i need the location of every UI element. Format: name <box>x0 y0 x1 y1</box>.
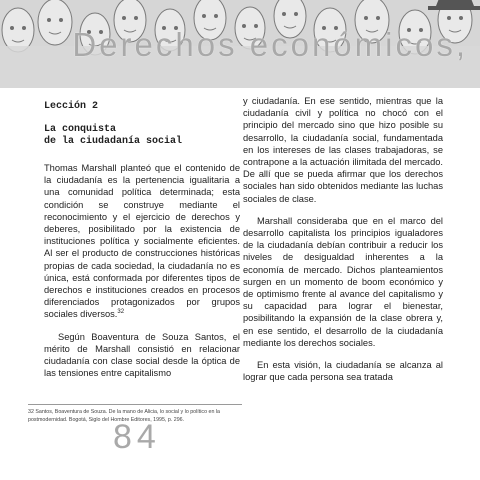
left-column <box>44 95 240 379</box>
footnote-divider <box>28 404 242 405</box>
paragraph-souza-santos: Según Boaventura de Souza Santos, el mérito de Marshall consistió en relacionar ciudadanía con clase social desde la óptica de las tensiones entre capitalismo <box>44 331 240 379</box>
section-title-line-1: La conquista <box>44 124 117 135</box>
footnote: 32 Santos, Boaventura de Souza. De la mano de Alicia, lo social y lo político en la postmodernidad. Bogotá, Siglo del Hombre Editores, 1995, p. 296. <box>28 409 220 423</box>
page-number: 84 <box>113 418 161 456</box>
paragraph-esta-vision: En esta visión, la ciudadanía se alcanza al lograr que cada persona sea tratada <box>243 360 443 383</box>
footnote-reference[interactable]: 32 <box>117 309 125 316</box>
section-title-line-2: de la ciudadanía social <box>44 136 183 147</box>
section-title <box>44 124 240 148</box>
paragraph-marshall <box>44 162 240 321</box>
page-header <box>0 0 480 88</box>
header-title: Derechos económicos, <box>72 26 468 63</box>
paragraph-ciudadania-mercado: y ciudadanía. En ese sentido, mientras que la ciudadanía civil y política no chocó con el principio del mercado sino que hizo posible su desarrollo, la ciudadanía social, fundamentada en los intereses de las clases trabajadoras, se contrapone a la actuación ilimitada del mercado. De allí que se pueda afirmar que los derechos sociales han sido obtenidos mediante las luchas sociales de clase. <box>243 96 443 204</box>
paragraph-desarrollo-capitalista: Marshall consideraba que en el marco del desarrollo capitalista los principios igualadores de la ciudadanía debían contribuir a reducir los niveles de desigualdad inherentes a la economía de mercado. Dichos planteamientos surgen en un momento de boom económico y de optimismo frente al avance del capitalismo y su capacidad para lograr el bienestar, posibilitando la expansión de la clase obrera y, en ese sentido, el desarrollo de la ciudadanía mediante los derechos sociales. <box>243 215 443 348</box>
paragraph-marshall-text: Thomas Marshall planteó que el contenido de la ciudadanía es la pertenencia igualitaria a una comunidad política determinada; esta condición se construye mediante el reconocimiento y el ejercicio de derechos y deberes, posibilitado por la existencia de instituciones política y socialmente eficientes. Al ser el producto de construcciones históricas propias de cada sociedad, la ciudadanía no es única, está conformada por diferentes tipos de derechos e instituciones creados en procesos diferenciados protagonizados por grupos sociales diversos. <box>44 163 240 320</box>
right-column <box>243 95 443 383</box>
lesson-label: Lección 2 <box>44 101 99 112</box>
